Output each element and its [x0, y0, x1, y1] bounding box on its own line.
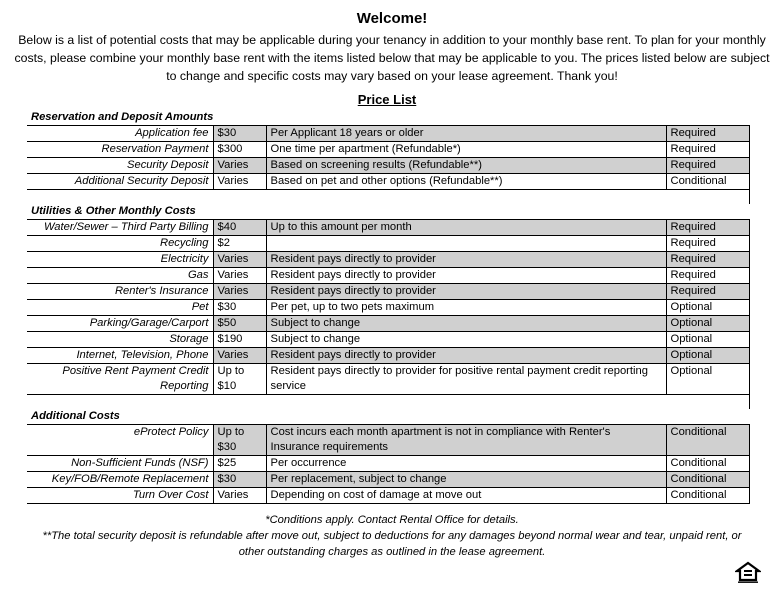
cost-label: Key/FOB/Remote Replacement — [27, 472, 213, 488]
price-row — [27, 316, 749, 332]
price-row — [27, 332, 749, 348]
cost-description: Per pet, up to two pets maximum — [266, 300, 666, 316]
price-list-title: Price List — [357, 92, 417, 107]
section-spacer — [27, 190, 749, 205]
cost-description: Subject to change — [266, 316, 666, 332]
cost-price: Varies — [213, 158, 266, 174]
price-row — [27, 174, 749, 190]
cost-price: $30 — [213, 300, 266, 316]
cost-label: Security Deposit — [27, 158, 213, 174]
footnote-conditions: *Conditions apply. Contact Rental Office for details. — [265, 514, 519, 526]
cost-status: Required — [666, 158, 749, 174]
cost-price: Varies — [213, 268, 266, 284]
cost-status: Required — [666, 126, 749, 142]
cost-label: eProtect Policy — [27, 425, 213, 456]
cost-label: Non-Sufficient Funds (NSF) — [27, 456, 213, 472]
cost-description: Subject to change — [266, 332, 666, 348]
cost-label: Gas — [27, 268, 213, 284]
cost-status: Optional — [666, 332, 749, 348]
cost-label: Recycling — [27, 236, 213, 252]
cost-label: Reservation Payment — [27, 142, 213, 158]
price-row — [27, 364, 749, 395]
price-row — [27, 425, 749, 456]
price-row — [27, 220, 749, 236]
price-row — [27, 284, 749, 300]
cost-price: $40 — [213, 220, 266, 236]
cost-label: Storage — [27, 332, 213, 348]
equal-housing-opportunity-icon — [735, 560, 761, 584]
cost-price: $190 — [213, 332, 266, 348]
price-row — [27, 456, 749, 472]
cost-price: $50 — [213, 316, 266, 332]
cost-description: Resident pays directly to provider — [266, 284, 666, 300]
cost-status: Optional — [666, 364, 749, 395]
cost-description: Per replacement, subject to change — [266, 472, 666, 488]
cost-price: Up to $30 — [213, 425, 266, 456]
section-header — [27, 204, 749, 220]
cost-label: Turn Over Cost — [27, 488, 213, 504]
price-row — [27, 472, 749, 488]
section-header — [27, 409, 749, 425]
section-header — [27, 110, 749, 126]
price-row — [27, 252, 749, 268]
welcome-title: Welcome! — [356, 10, 428, 27]
price-list-table — [27, 110, 750, 504]
cost-price: Varies — [213, 348, 266, 364]
cost-price: Up to $10 — [213, 364, 266, 395]
cost-description: Per occurrence — [266, 456, 666, 472]
cost-label: Pet — [27, 300, 213, 316]
cost-description: Resident pays directly to provider for positive rental payment credit reporting service — [266, 364, 666, 395]
cost-label: Application fee — [27, 126, 213, 142]
cost-status: Optional — [666, 316, 749, 332]
cost-status: Optional — [666, 300, 749, 316]
cost-description: Per Applicant 18 years or older — [266, 126, 666, 142]
cost-price: $300 — [213, 142, 266, 158]
cost-description: Depending on cost of damage at move out — [266, 488, 666, 504]
cost-status: Conditional — [666, 472, 749, 488]
cost-price: Varies — [213, 284, 266, 300]
price-row — [27, 158, 749, 174]
cost-price: $30 — [213, 472, 266, 488]
cost-description: Resident pays directly to provider — [266, 252, 666, 268]
cost-description: Up to this amount per month — [266, 220, 666, 236]
cost-label: Positive Rent Payment Credit Reporting — [27, 364, 213, 395]
cost-price: $25 — [213, 456, 266, 472]
cost-description: Resident pays directly to provider — [266, 348, 666, 364]
section-title: Utilities & Other Monthly Costs — [27, 204, 749, 220]
cost-price: Varies — [213, 174, 266, 190]
cost-description: Resident pays directly to provider — [266, 268, 666, 284]
section-spacer — [27, 395, 749, 410]
section-title: Additional Costs — [27, 409, 749, 425]
cost-description: Based on screening results (Refundable**) — [266, 158, 666, 174]
cost-description: One time per apartment (Refundable*) — [266, 142, 666, 158]
footnotes — [0, 512, 784, 560]
price-row — [27, 488, 749, 504]
cost-status: Required — [666, 236, 749, 252]
cost-description: Based on pet and other options (Refundable**) — [266, 174, 666, 190]
cost-status: Required — [666, 252, 749, 268]
cost-status: Required — [666, 268, 749, 284]
price-row — [27, 268, 749, 284]
cost-label: Renter's Insurance — [27, 284, 213, 300]
cost-status: Conditional — [666, 488, 749, 504]
price-row — [27, 300, 749, 316]
cost-label: Internet, Television, Phone — [27, 348, 213, 364]
footnote-security-deposit: **The total security deposit is refundable after move out, subject to deductions for any damages beyond normal wear and tear, unpaid rent, or other outstanding charges as outlined in the lease agreement. — [42, 530, 742, 558]
cost-label: Additional Security Deposit — [27, 174, 213, 190]
cost-status: Conditional — [666, 174, 749, 190]
section-title: Reservation and Deposit Amounts — [27, 110, 749, 126]
cost-status: Optional — [666, 348, 749, 364]
price-row — [27, 142, 749, 158]
cost-label: Parking/Garage/Carport — [27, 316, 213, 332]
cost-label: Water/Sewer – Third Party Billing — [27, 220, 213, 236]
price-row — [27, 348, 749, 364]
cost-label: Electricity — [27, 252, 213, 268]
cost-price: Varies — [213, 252, 266, 268]
cost-status: Conditional — [666, 425, 749, 456]
cost-status: Required — [666, 284, 749, 300]
price-row — [27, 236, 749, 252]
cost-price: Varies — [213, 488, 266, 504]
cost-status: Conditional — [666, 456, 749, 472]
cost-price: $30 — [213, 126, 266, 142]
cost-description — [266, 236, 666, 252]
cost-status: Required — [666, 142, 749, 158]
cost-price: $2 — [213, 236, 266, 252]
cost-description: Cost incurs each month apartment is not in compliance with Renter's Insurance requirements — [266, 425, 666, 456]
price-row — [27, 126, 749, 142]
intro-paragraph: Below is a list of potential costs that may be applicable during your tenancy in addition to your monthly base rent. To plan for your monthly costs, please combine your monthly base rent with the items listed below that may be applicable to you. The prices listed below are subject to change and specific costs may vary based on your lease agreement. Thank you! — [14, 33, 770, 83]
cost-status: Required — [666, 220, 749, 236]
